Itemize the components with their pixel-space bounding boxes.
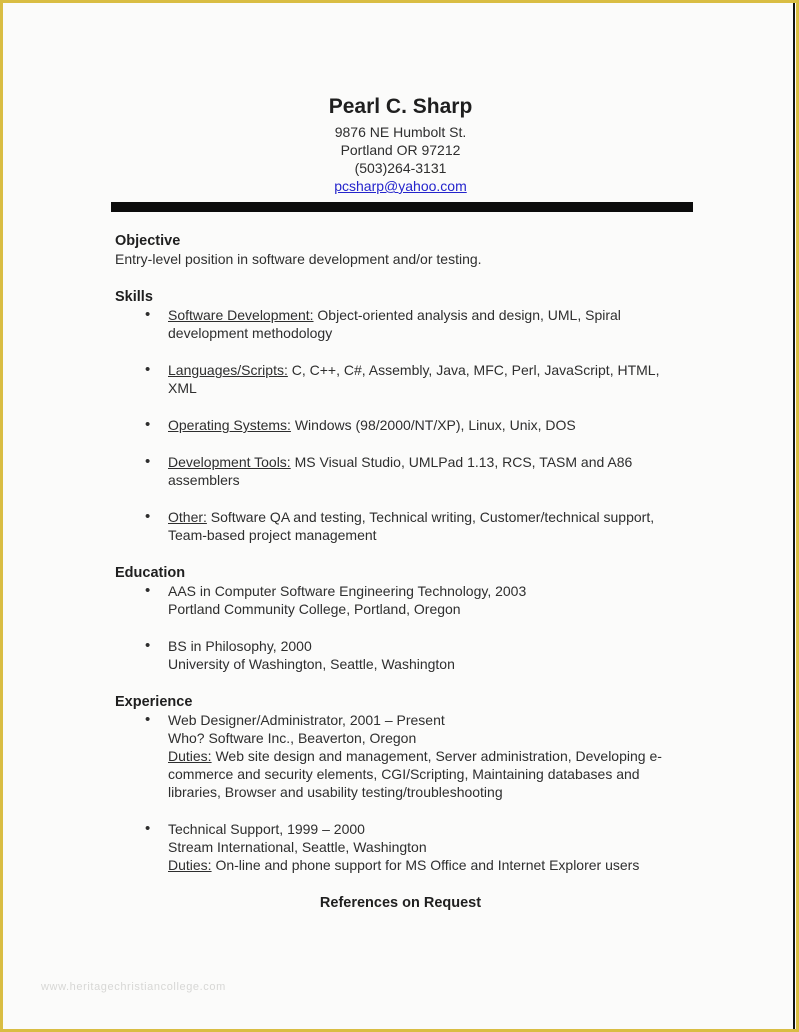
resume-header bbox=[115, 95, 686, 195]
degree-line: • BS in Philosophy, 2000 bbox=[168, 638, 312, 654]
experience-list bbox=[115, 711, 686, 874]
resume-content bbox=[3, 3, 796, 912]
skill-text: Windows (98/2000/NT/XP), Linux, Unix, DOS bbox=[290, 417, 576, 433]
experience-heading: Experience bbox=[115, 694, 193, 710]
email-line bbox=[115, 177, 686, 195]
skill-text: C, C++, C#, Assembly, Java, MFC, Perl, JavaScript, HTML, XML bbox=[168, 362, 660, 396]
duties-paragraph bbox=[168, 856, 670, 874]
skill-item bbox=[115, 361, 686, 397]
skill-text: Object-oriented analysis and design, UML, Spiral development methodology bbox=[168, 307, 621, 341]
duties-text: Web site design and management, Server administration, Developing e-commerce and security elements, CGI/Scripting, Maintaining databases and libraries, Browser and usability testing/troubleshooting bbox=[168, 748, 662, 800]
divider-bar bbox=[111, 202, 693, 212]
company-line: Who? Software Inc., Beaverton, Oregon bbox=[168, 730, 417, 746]
objective-text: Entry-level position in software development and/or testing. bbox=[115, 251, 482, 267]
skill-label: Languages/Scripts: bbox=[168, 362, 288, 378]
skill-item bbox=[115, 453, 686, 489]
skill-label: Software Development: bbox=[168, 307, 314, 323]
address-city: Portland OR 97212 bbox=[340, 142, 461, 158]
section-experience bbox=[115, 693, 686, 874]
phone-number: (503)264-3131 bbox=[354, 160, 447, 176]
skills-heading: Skills bbox=[115, 289, 153, 305]
candidate-name: Pearl C. Sharp bbox=[328, 95, 473, 118]
section-skills bbox=[115, 288, 686, 544]
right-edge-line bbox=[793, 3, 795, 1029]
degree-line: • AAS in Computer Software Engineering Technology, 2003 bbox=[168, 583, 527, 599]
education-heading: Education bbox=[115, 565, 186, 581]
section-education bbox=[115, 564, 686, 673]
company-line: Stream International, Seattle, Washington bbox=[168, 839, 427, 855]
school-line: Portland Community College, Portland, Oregon bbox=[168, 601, 461, 617]
job-title-line: • Web Designer/Administrator, 2001 – Present bbox=[168, 712, 445, 728]
references-line: References on Request bbox=[319, 895, 482, 911]
duties-text: On-line and phone support for MS Office and Internet Explorer users bbox=[211, 857, 640, 873]
skill-label: Operating Systems: bbox=[168, 417, 291, 433]
skill-text: Software QA and testing, Technical writing, Customer/technical support, Team-based project management bbox=[168, 509, 655, 543]
education-list bbox=[115, 582, 686, 673]
email-link[interactable]: pcsharp@yahoo.com bbox=[334, 178, 467, 194]
experience-item bbox=[115, 820, 686, 874]
skill-text: MS Visual Studio, UMLPad 1.13, RCS, TASM and A86 assemblers bbox=[168, 454, 633, 488]
skill-item bbox=[115, 508, 686, 544]
education-item bbox=[115, 582, 686, 618]
skill-label: Other: bbox=[168, 509, 207, 525]
watermark-text: www.heritagechristiancollege.com bbox=[41, 981, 226, 993]
objective-heading: Objective bbox=[115, 233, 181, 249]
experience-item bbox=[115, 711, 686, 801]
skill-item bbox=[115, 416, 686, 434]
address-street: 9876 NE Humbolt St. bbox=[334, 124, 467, 140]
skill-label: Development Tools: bbox=[168, 454, 291, 470]
duties-label: Duties: bbox=[168, 857, 212, 873]
section-objective bbox=[115, 232, 686, 268]
education-item bbox=[115, 637, 686, 673]
job-title-line: • Technical Support, 1999 – 2000 bbox=[168, 821, 365, 837]
school-line: University of Washington, Seattle, Washington bbox=[168, 656, 455, 672]
skill-item bbox=[115, 306, 686, 342]
skills-list bbox=[115, 306, 686, 544]
duties-label: Duties: bbox=[168, 748, 212, 764]
duties-paragraph bbox=[168, 747, 670, 801]
